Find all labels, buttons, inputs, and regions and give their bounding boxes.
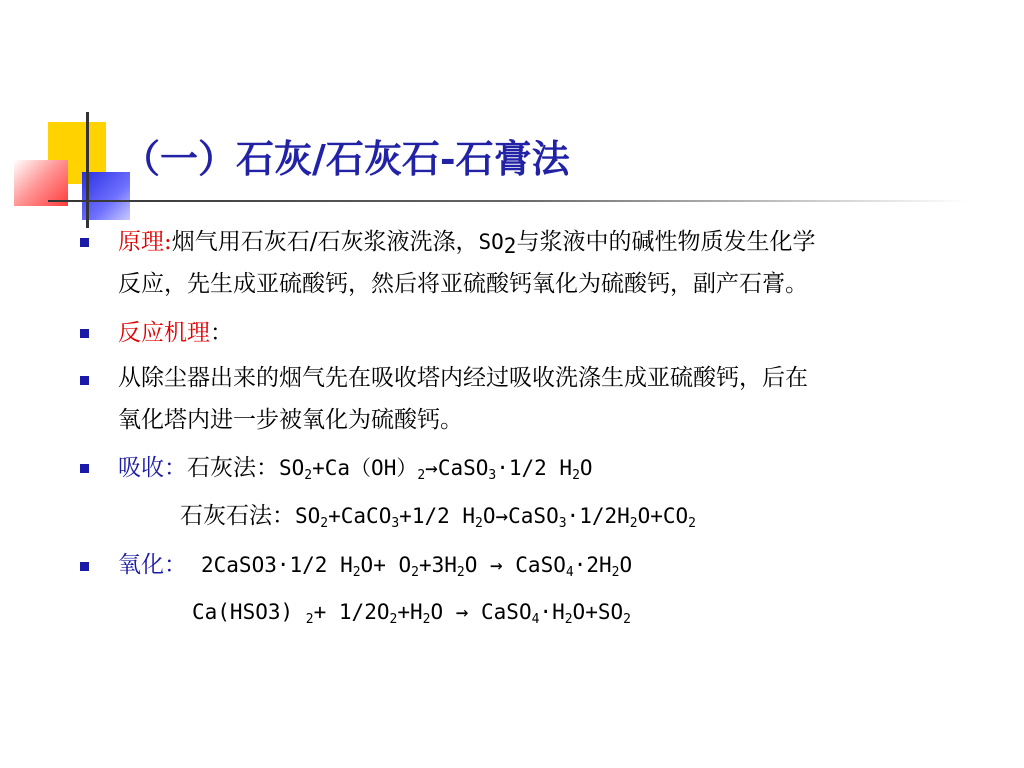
eq-sub: 4 (531, 612, 540, 627)
bullet-icon (80, 238, 89, 247)
absorption-label: 吸收： (118, 455, 187, 481)
principle-so: SO (478, 230, 504, 254)
limestone-equation (295, 504, 696, 531)
eq-sub: 2 (564, 612, 573, 627)
eq-part: ·H (539, 600, 565, 624)
title-underline (48, 200, 968, 202)
eq-sub: 2 (688, 516, 696, 531)
eq-sub: 2 (422, 612, 431, 627)
logo-vertical-line (86, 112, 89, 228)
eq-part: +3H (418, 553, 457, 577)
eq-part: O (579, 456, 593, 480)
eq-part: +H (397, 600, 423, 624)
eq-part: O+ O (360, 553, 412, 577)
principle-text-2: 与浆液中的碱性物质发生化学 (516, 229, 816, 255)
eq-sub: 2 (389, 612, 398, 627)
bullet-icon (80, 562, 89, 571)
eq-sub: 3 (391, 516, 400, 531)
eq-sub: 2 (305, 612, 314, 627)
eq-sub: 2 (304, 468, 313, 483)
eq-sub: 3 (488, 468, 497, 483)
slide-title: （一）石灰/石灰石-石膏法 (122, 136, 570, 181)
eq-part: ·1/2H (566, 504, 630, 528)
eq-sub: 2 (320, 516, 329, 531)
eq-sub: 2 (475, 516, 483, 531)
bullet-icon (80, 329, 89, 338)
eq-sub: 2 (611, 565, 620, 580)
eq-part: →CaSO (425, 456, 489, 480)
lime-equation (279, 456, 593, 483)
principle-line-1 (118, 222, 815, 266)
process-line-2: 氧化塔内进一步被氧化为硫酸钙。 (118, 407, 463, 433)
slide-logo (0, 0, 160, 240)
bullet-icon (80, 464, 89, 473)
eq-part: O → CaSO (430, 600, 532, 624)
oxidation-equation-1 (201, 553, 633, 580)
bullet-icon (80, 376, 89, 385)
eq-part: ·1/2 H (496, 456, 573, 480)
mechanism-colon: ： (210, 320, 233, 346)
principle-line-2: 反应，先生成亚硫酸钙，然后将亚硫酸钙氧化为硫酸钙，副产石膏。 (118, 271, 808, 297)
absorption-line-1 (118, 448, 593, 496)
oxidation-line-2 (192, 592, 631, 640)
eq-part: + 1/2O (313, 600, 390, 624)
oxidation-equation-2 (192, 600, 631, 627)
eq-sub: 2 (572, 468, 580, 483)
eq-part: SO (279, 456, 305, 480)
eq-sub: 2 (623, 612, 631, 627)
eq-sub: 2 (456, 565, 465, 580)
oxidation-label: 氧化： (118, 552, 187, 578)
mechanism-line (118, 313, 233, 353)
eq-sub: 2 (417, 468, 426, 483)
principle-text-1: 烟气用石灰石/石灰浆液洗涤， (171, 229, 479, 255)
principle-so-sub: 2 (503, 234, 517, 258)
eq-part: O+CO (637, 504, 689, 528)
mechanism-label: 反应机理 (118, 320, 210, 346)
eq-part: ·2H (573, 553, 612, 577)
eq-sub: 4 (565, 565, 574, 580)
eq-part: O→CaSO (482, 504, 559, 528)
absorption-line-2 (180, 496, 696, 544)
eq-part: O (619, 553, 633, 577)
eq-part: +Ca（OH） (312, 456, 418, 480)
eq-part: +CaCO (328, 504, 392, 528)
oxidation-line-1 (118, 545, 632, 593)
eq-sub: 2 (629, 516, 638, 531)
eq-part: 2CaSO3·1/2 H (201, 553, 353, 577)
eq-sub: 2 (352, 565, 361, 580)
eq-part: SO (295, 504, 321, 528)
limestone-method-label: 石灰石法： (180, 503, 295, 529)
eq-part: O → CaSO (464, 553, 566, 577)
process-line-1: 从除尘器出来的烟气先在吸收塔内经过吸收洗涤生成亚硫酸钙，后在 (118, 365, 808, 391)
eq-part: Ca(HSO3) (192, 600, 306, 624)
eq-sub: 3 (558, 516, 567, 531)
eq-part: O+SO (572, 600, 624, 624)
principle-label: 原理: (118, 229, 172, 255)
lime-method-label: 石灰法： (187, 455, 279, 481)
eq-sub: 2 (411, 565, 419, 580)
eq-part: +1/2 H (399, 504, 476, 528)
